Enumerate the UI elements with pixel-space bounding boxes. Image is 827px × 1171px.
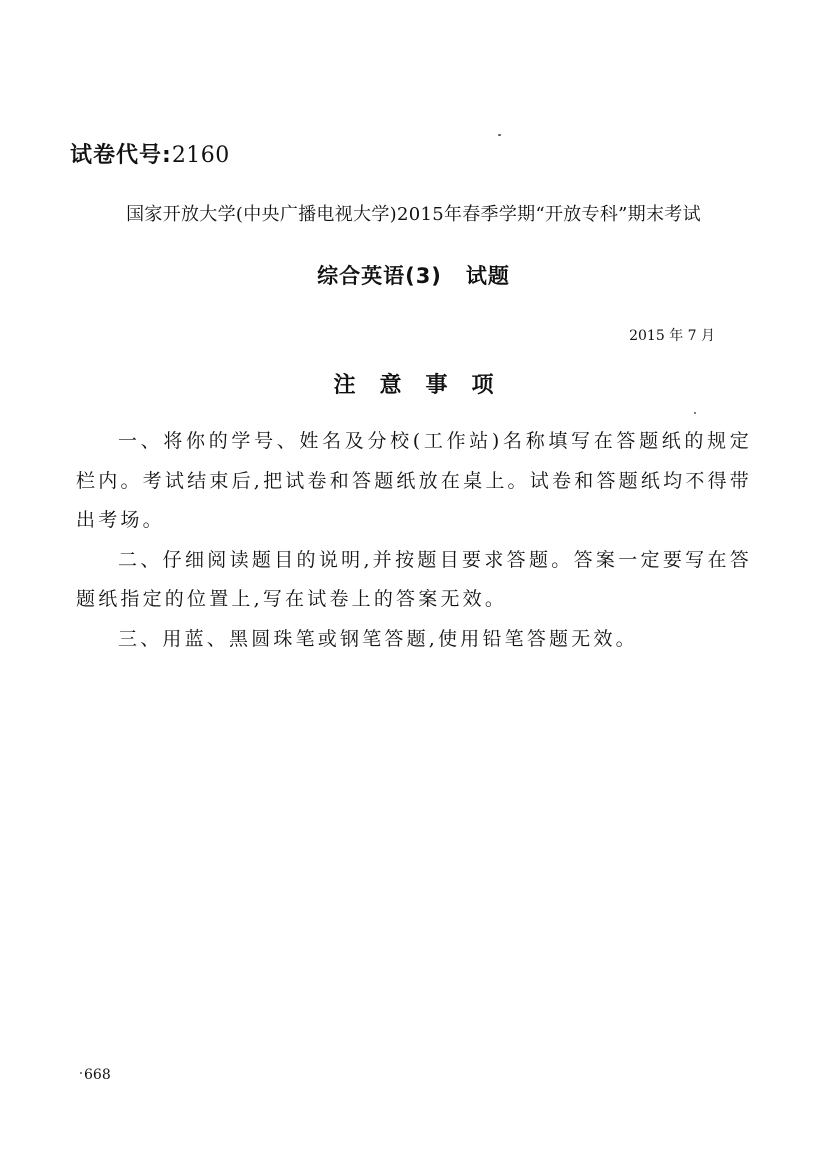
institution-line: 国家开放大学(中央广播电视大学)2015年春季学期“开放专科”期末考试 — [126, 204, 701, 225]
exam-subject: 综合英语(3) — [317, 264, 442, 288]
scan-speck — [498, 134, 501, 136]
page-number: 668 — [84, 1067, 111, 1083]
notice-list — [76, 422, 752, 659]
exam-code — [70, 138, 230, 169]
notice-item: 三、用蓝、黑圆珠笔或钢笔答题,使用铅笔答题无效。 — [118, 627, 638, 650]
scan-speck — [694, 412, 696, 414]
exam-title-suffix: 试题 — [465, 264, 510, 288]
exam-title — [0, 260, 827, 290]
notice-heading: 注意事项 — [333, 373, 518, 398]
exam-code-value: 2160 — [171, 143, 230, 168]
notice-item: 二、仔细阅读题目的说明,并按题目要求答题。答案一定要写在答题纸指定的位置上,写在试卷上的答案无效。 — [76, 548, 752, 610]
exam-date: 2015 年 7 月 — [629, 328, 715, 344]
scan-speck — [80, 1072, 82, 1074]
notice-item: 一、将你的学号、姓名及分校(工作站)名称填写在答题纸的规定栏内。考试结束后,把试卷和答题纸放在桌上。试卷和答题纸均不得带出考场。 — [76, 430, 752, 531]
exam-code-label: 试卷代号: — [70, 143, 172, 168]
